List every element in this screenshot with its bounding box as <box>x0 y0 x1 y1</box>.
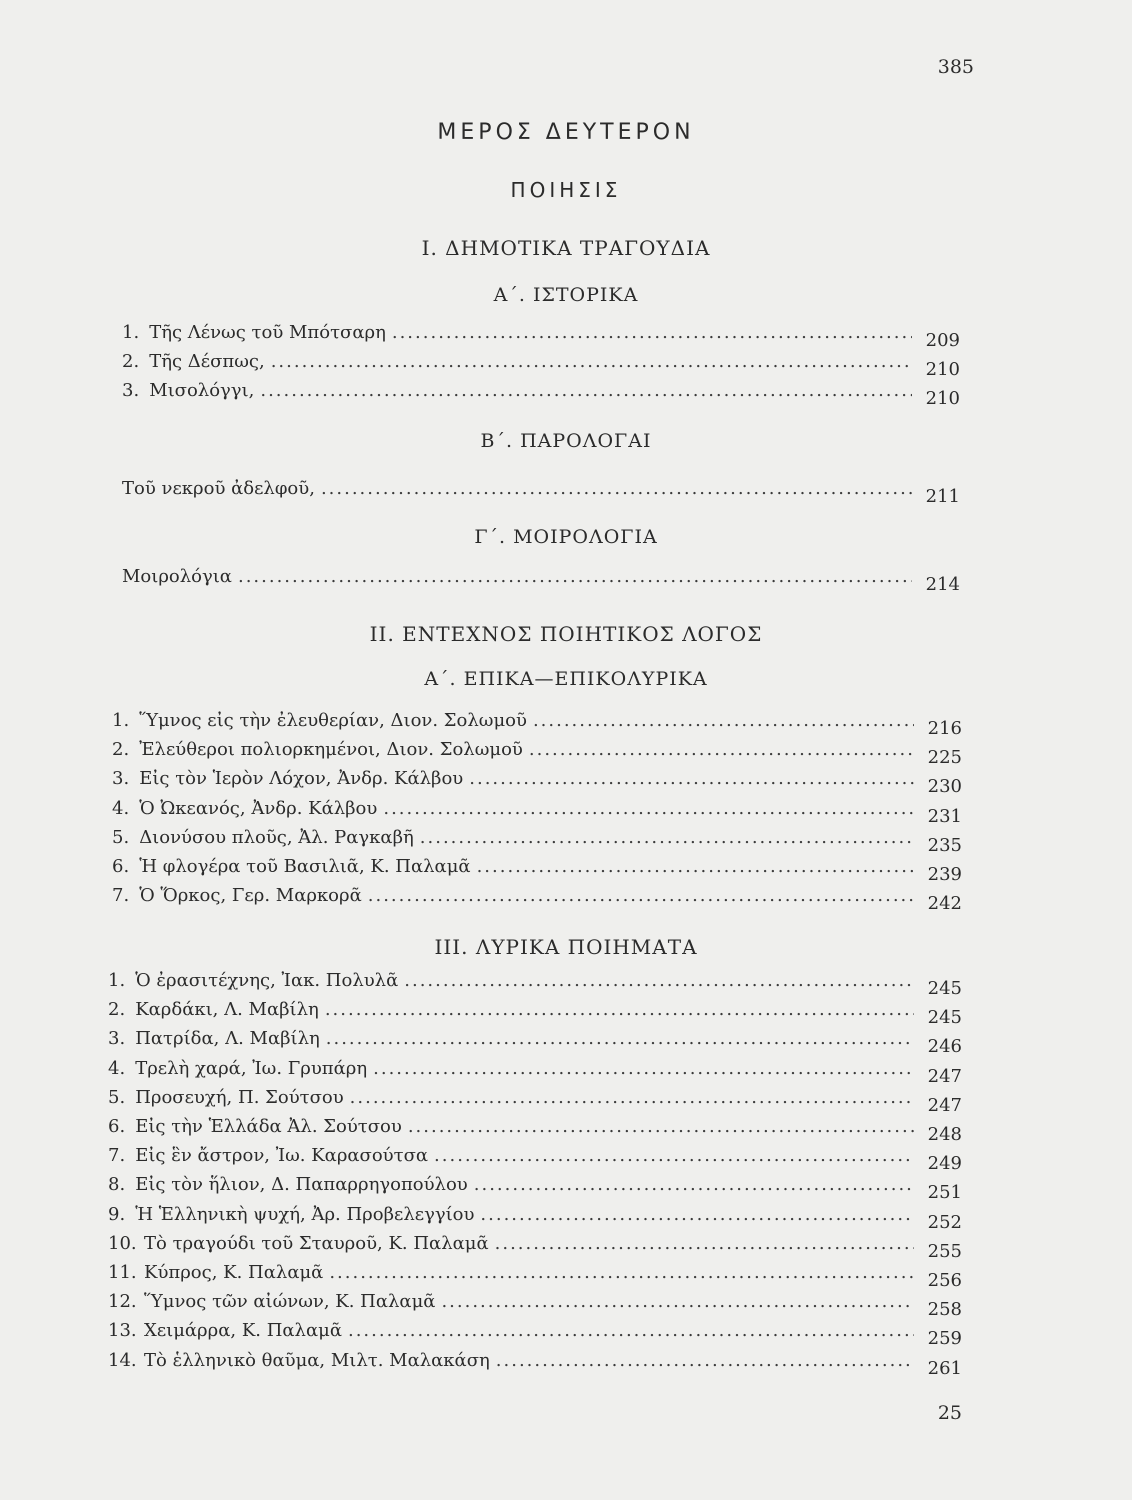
entry-page: 209 <box>925 330 960 351</box>
entry-page: 231 <box>927 805 962 827</box>
toc-entry <box>122 566 960 595</box>
entry-number: 3. <box>108 1028 126 1050</box>
subsection-heading-parologai: Β΄. ΠΑΡΟΛΟΓΑΙ <box>480 430 652 452</box>
dot-leader <box>529 739 914 760</box>
entry-page: 248 <box>927 1124 962 1145</box>
dot-leader <box>329 1262 914 1283</box>
entry-number: 3. <box>122 380 140 401</box>
entry-title: Πατρίδα, Λ. Μαβίλη <box>135 1028 320 1050</box>
dot-leader <box>238 566 912 587</box>
toc-entry <box>108 1232 962 1262</box>
entry-page: 256 <box>927 1270 962 1291</box>
toc-entry <box>108 1203 962 1233</box>
entry-title: Διονύσου πλοῦς, Ἀλ. Ραγκαβῆ <box>139 826 414 848</box>
entry-title: Ὁ Ὅρκος, Γερ. Μαρκορᾶ <box>139 885 362 907</box>
dot-leader <box>271 351 912 372</box>
toc-entry <box>112 797 962 827</box>
entry-title: Εἰς ἓν ἄστρον, Ἰω. Καρασούτσα <box>135 1145 429 1167</box>
entry-title: Κύπρος, Κ. Παλαμᾶ <box>144 1262 324 1283</box>
entry-title: Ὕμνος τῶν αἰώνων, Κ. Παλαμᾶ <box>144 1291 436 1313</box>
entry-title: Προσευχή, Π. Σούτσου <box>135 1086 344 1108</box>
toc-entry <box>112 710 962 739</box>
dot-leader <box>477 856 914 877</box>
dot-leader <box>260 380 912 401</box>
toc-entry <box>108 1291 962 1321</box>
entry-number: 5. <box>112 826 130 848</box>
entry-number: 1. <box>108 970 126 991</box>
toc-entry <box>112 739 962 769</box>
dot-leader <box>434 1145 914 1166</box>
entry-title: Μισολόγγι, <box>149 380 255 401</box>
entry-page: 216 <box>927 718 962 739</box>
entry-number: 9. <box>108 1203 126 1225</box>
dot-leader <box>383 798 914 819</box>
toc-entry <box>122 351 960 380</box>
entry-title: Καρδάκι, Λ. Μαβίλη <box>135 999 319 1021</box>
entry-title: Τὸ τραγούδι τοῦ Σταυροῦ, Κ. Παλαμᾶ <box>144 1232 489 1254</box>
entry-page: 249 <box>927 1153 962 1175</box>
dot-leader <box>533 710 914 731</box>
dot-leader <box>348 1320 914 1341</box>
dot-leader <box>496 1350 914 1371</box>
entry-number: 2. <box>122 351 140 372</box>
toc-entry <box>108 1028 962 1058</box>
dot-leader <box>480 1204 914 1225</box>
entry-title: Ὕμνος εἰς τὴν ἐλευθερίαν, Διον. Σολωμοῦ <box>139 710 527 731</box>
entry-title: Ἡ Ἑλληνικὴ ψυχή, Ἀρ. Προβελεγγίου <box>135 1203 475 1225</box>
toc-entry <box>122 380 960 409</box>
dot-leader <box>474 1174 914 1195</box>
entry-page: 252 <box>927 1211 962 1233</box>
entry-title: Τρελὴ χαρά, Ἰω. Γρυπάρη <box>135 1057 368 1079</box>
entry-number: 7. <box>112 885 130 907</box>
sub-title: ΠΟΙΗΣΙΣ <box>510 178 622 202</box>
entry-title: Ὁ Ὠκεανός, Ἀνδρ. Κάλβου <box>139 797 378 819</box>
entry-page: 245 <box>927 1007 962 1029</box>
entry-title: Τὸ ἑλληνικὸ θαῦμα, Μιλτ. Μαλακάση <box>144 1349 490 1371</box>
dot-leader <box>326 1028 914 1049</box>
entry-number: 13. <box>108 1320 137 1342</box>
entry-page: 210 <box>925 359 960 380</box>
dot-leader <box>373 1058 914 1079</box>
entry-page: 251 <box>927 1182 962 1204</box>
dot-leader <box>495 1233 914 1254</box>
dot-leader <box>469 768 914 789</box>
dot-leader <box>325 999 914 1020</box>
entry-page: 258 <box>927 1299 962 1321</box>
dot-leader <box>350 1087 914 1108</box>
entry-number: 6. <box>108 1116 126 1137</box>
dot-leader <box>408 1116 914 1137</box>
dot-leader <box>404 970 914 991</box>
page-number: 385 <box>937 56 974 78</box>
entry-number: 3. <box>112 768 130 790</box>
toc-entry <box>108 999 962 1029</box>
toc-entry <box>108 1116 962 1145</box>
entry-title: Μοιρολόγια <box>122 566 232 587</box>
entry-page: 211 <box>925 486 960 507</box>
signature-mark: 25 <box>937 1402 962 1424</box>
entry-page: 210 <box>925 388 960 409</box>
dot-leader <box>420 827 914 848</box>
toc-entry <box>108 970 962 999</box>
entry-page: 230 <box>927 776 962 798</box>
entry-title: Εἰς τὸν Ἱερὸν Λόχον, Ἀνδρ. Κάλβου <box>139 768 464 790</box>
toc-entry <box>112 826 962 856</box>
entry-number: 14. <box>108 1349 137 1371</box>
toc-entry <box>112 768 962 798</box>
toc-entry <box>108 1086 962 1116</box>
entry-number: 7. <box>108 1145 126 1167</box>
entry-title: Χειμάρρα, Κ. Παλαμᾶ <box>144 1320 342 1342</box>
entry-title: Εἰς τὴν Ἑλλάδα Ἀλ. Σούτσου <box>135 1116 402 1137</box>
dot-leader <box>321 478 912 499</box>
entry-number: 4. <box>112 797 130 819</box>
toc-entry <box>108 1349 962 1379</box>
entry-page: 259 <box>927 1328 962 1350</box>
entry-page: 261 <box>927 1357 962 1379</box>
entry-title: Τῆς Λένως τοῦ Μπότσαρη <box>149 322 386 343</box>
toc-entry <box>108 1057 962 1087</box>
entry-page: 242 <box>927 893 962 915</box>
entry-number: 6. <box>112 856 130 877</box>
entry-page: 245 <box>927 978 962 999</box>
entry-page: 225 <box>927 747 962 769</box>
entry-number: 4. <box>108 1057 126 1079</box>
entry-page: 247 <box>927 1094 962 1116</box>
toc-entry <box>112 885 962 915</box>
entry-page: 255 <box>927 1240 962 1262</box>
entry-page: 239 <box>927 864 962 885</box>
entry-number: 5. <box>108 1086 126 1108</box>
entry-number: 2. <box>112 739 130 761</box>
dot-leader <box>392 322 912 343</box>
section-heading-artistic-poetry: II. ΕΝΤΕΧΝΟΣ ΠΟΙΗΤΙΚΟΣ ΛΟΓΟΣ <box>369 622 763 646</box>
toc-entry <box>108 1320 962 1350</box>
toc-entry <box>112 856 962 885</box>
subsection-heading-historical: Α΄. ΙΣΤΟΡΙΚΑ <box>493 284 639 306</box>
entry-page: 235 <box>927 834 962 856</box>
entry-title: Τοῦ νεκροῦ ἀδελφοῦ, <box>122 478 315 499</box>
entry-number: 12. <box>108 1291 137 1313</box>
entry-number: 11. <box>108 1262 137 1283</box>
entry-number: 1. <box>122 322 140 343</box>
entry-title: Τῆς Δέσπως, <box>149 351 265 372</box>
toc-entry <box>108 1262 962 1291</box>
entry-number: 10. <box>108 1232 137 1254</box>
entry-title: Εἰς τὸν ἥλιον, Δ. Παπαρρηγοπούλου <box>135 1174 468 1196</box>
part-title: ΜΕΡΟΣ ΔΕΥΤΕΡΟΝ <box>437 120 695 145</box>
dot-leader <box>368 885 914 906</box>
entry-page: 246 <box>927 1036 962 1058</box>
entry-page: 247 <box>927 1065 962 1087</box>
toc-entry <box>122 322 960 351</box>
section-heading-folk-songs: I. ΔΗΜΟΤΙΚΑ ΤΡΑΓΟΥΔΙΑ <box>421 236 711 260</box>
toc-entry <box>122 478 960 507</box>
entry-page: 214 <box>925 574 960 595</box>
toc-entry <box>108 1174 962 1204</box>
subsection-heading-epic: Α΄. ΕΠΙΚΑ—ΕΠΙΚΟΛΥΡΙΚΑ <box>424 668 708 690</box>
entry-title: Ἐλεύθεροι πολιορκημένοι, Διον. Σολωμοῦ <box>139 739 523 761</box>
subsection-heading-moirologia: Γ΄. ΜΟΙΡΟΛΟΓΙΑ <box>474 526 658 548</box>
section-heading-lyric-poems: III. ΛΥΡΙΚΑ ΠΟΙΗΜΑΤΑ <box>434 935 698 959</box>
entry-number: 8. <box>108 1174 126 1196</box>
entry-number: 2. <box>108 999 126 1021</box>
entry-title: Ἡ φλογέρα τοῦ Βασιλιᾶ, Κ. Παλαμᾶ <box>139 856 471 877</box>
entry-title: Ὁ ἐρασιτέχνης, Ἰακ. Πολυλᾶ <box>135 970 399 991</box>
toc-entry <box>108 1145 962 1175</box>
dot-leader <box>441 1291 914 1312</box>
entry-number: 1. <box>112 710 130 731</box>
